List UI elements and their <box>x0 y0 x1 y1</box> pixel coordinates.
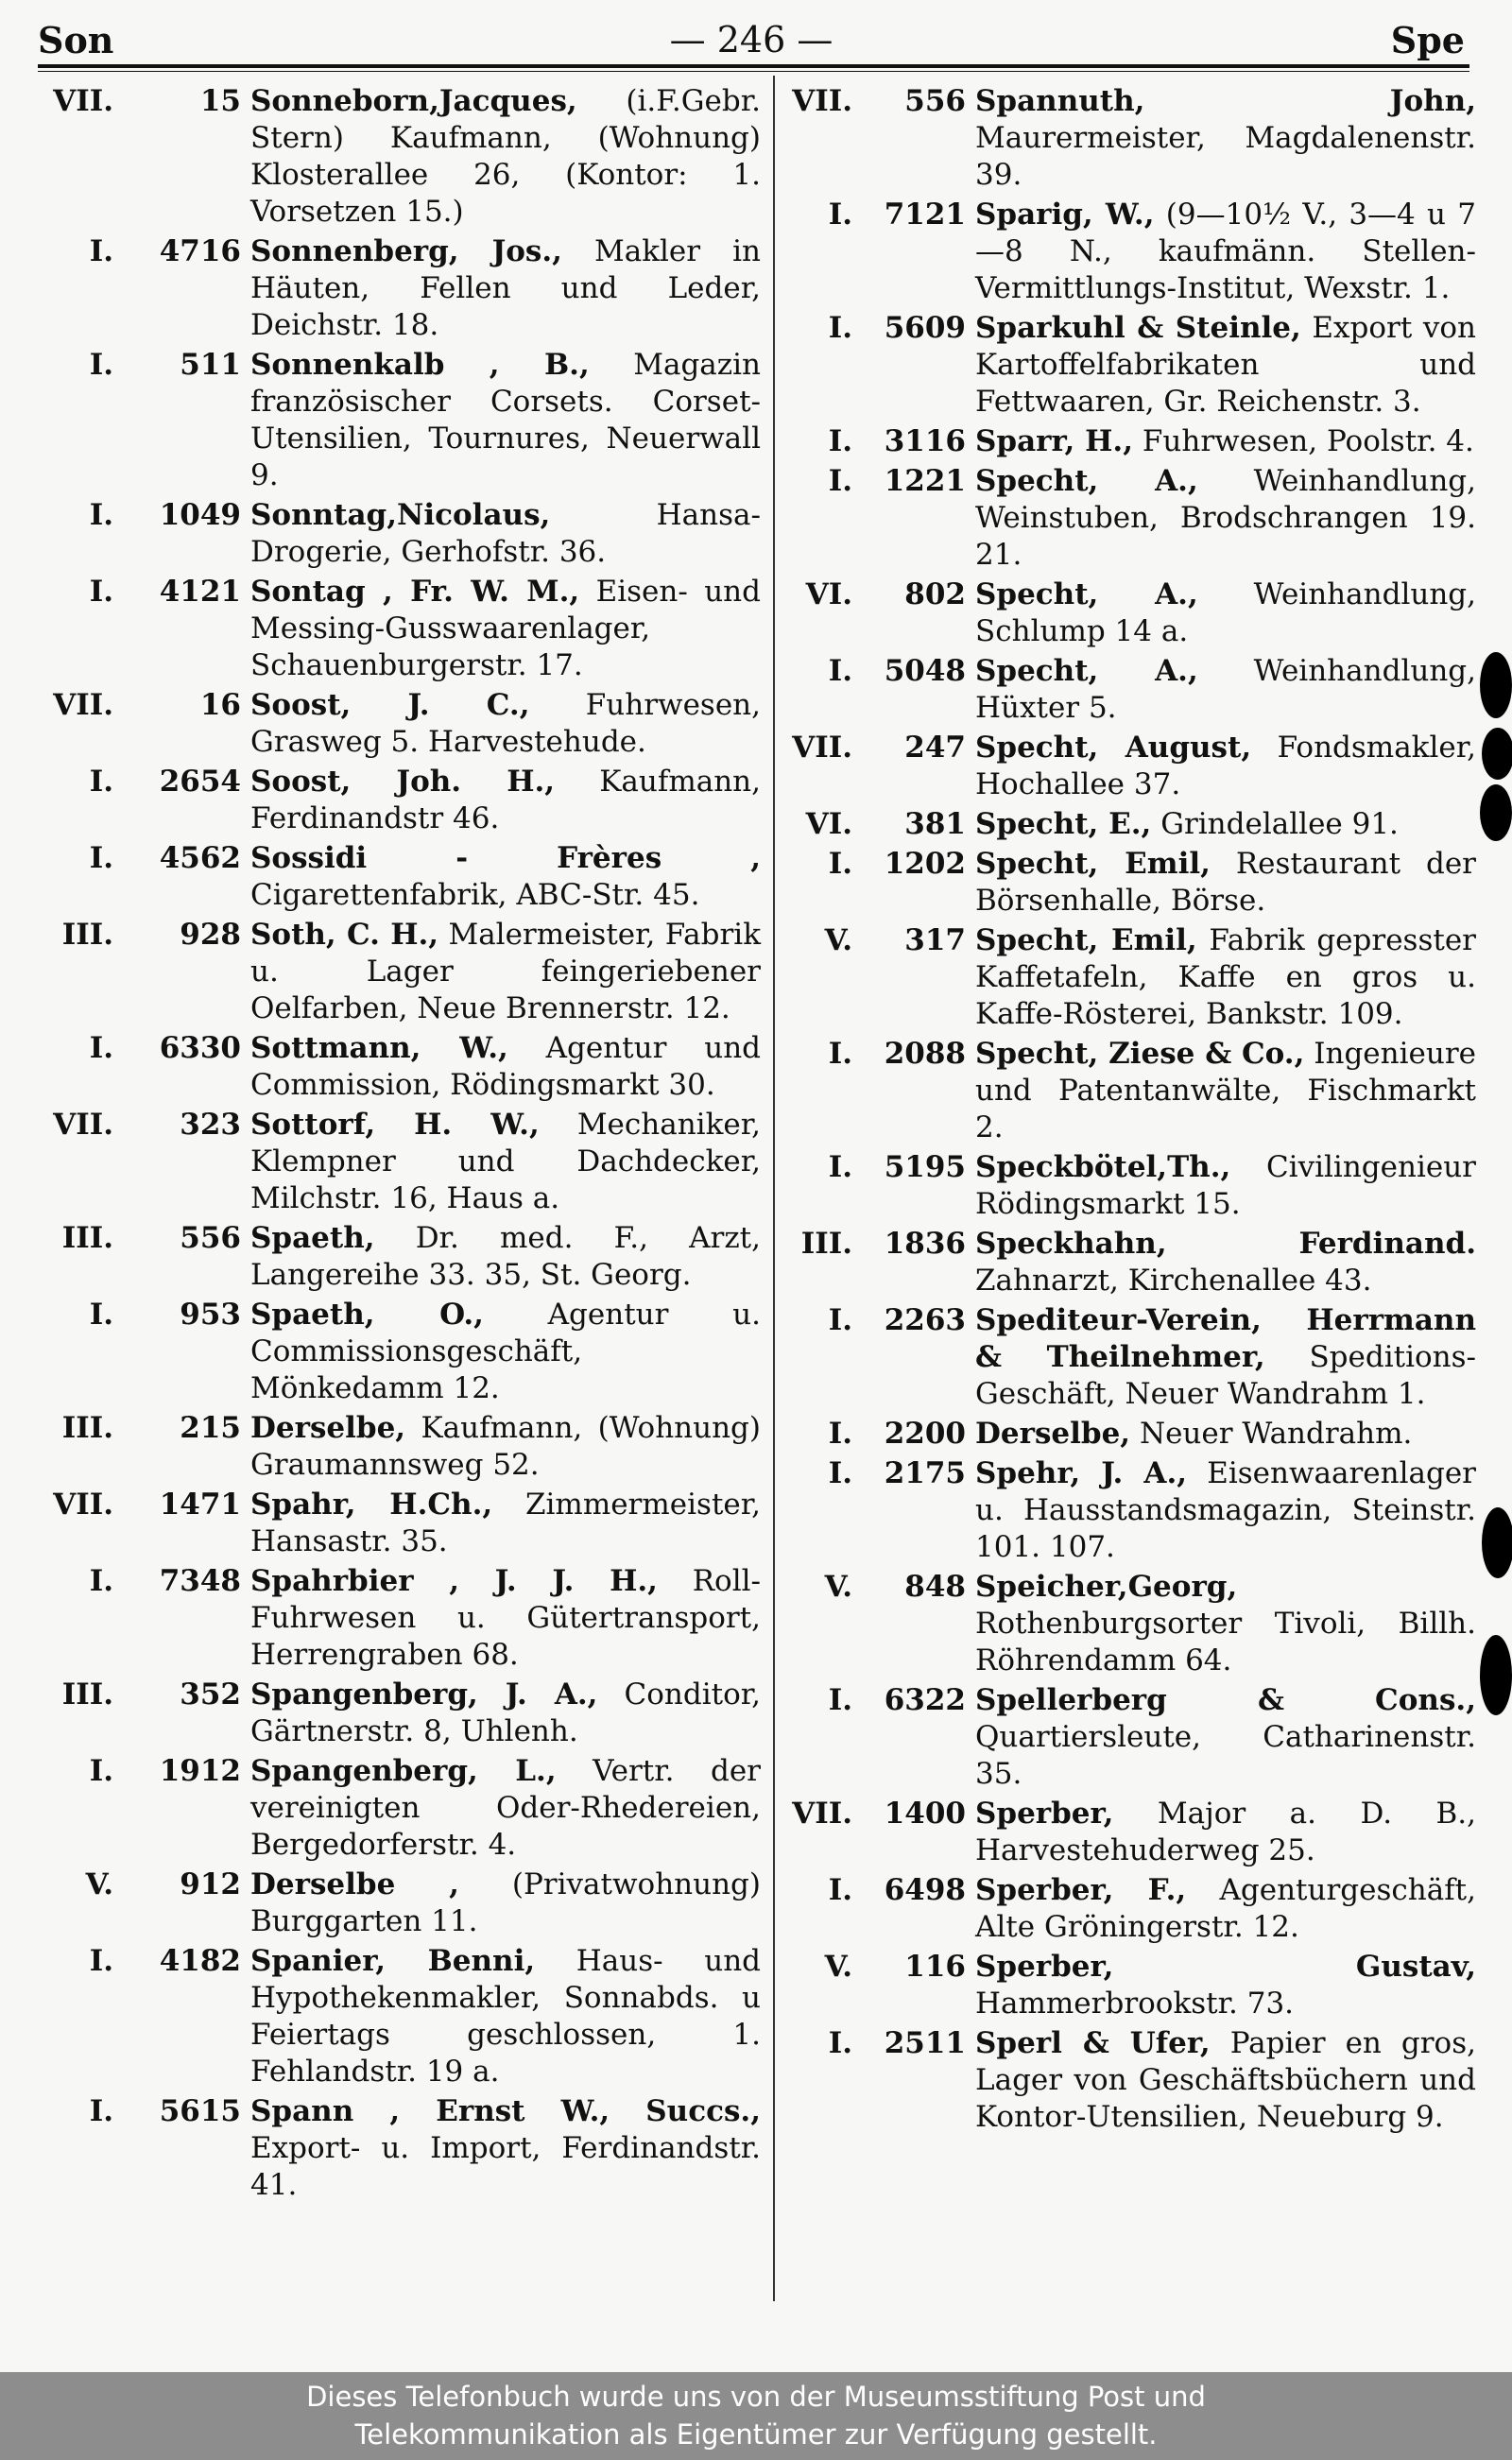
district-code: V. <box>85 1867 113 1901</box>
district-code: I. <box>828 198 852 232</box>
ink-blot <box>1480 1635 1512 1715</box>
subscriber-details: Export von Kartoffelfabrikaten und Fettwaaren, Gr. Reichenstr. 3. <box>975 311 1476 419</box>
subscriber-details: (9—10½ V., 3—4 u 7—8 N., kaufmänn. Stellen-Vermittlungs-Institut, Wexstr. 1. <box>975 198 1477 305</box>
phone-number: 2654 <box>159 765 241 799</box>
phone-number: 1049 <box>159 498 241 532</box>
phone-number: 2200 <box>884 1417 966 1451</box>
subscriber-name: Derselbe, <box>975 1417 1131 1451</box>
entry-text <box>975 576 1476 650</box>
directory-entry <box>777 1226 1476 1299</box>
directory-entry <box>38 497 761 571</box>
subscriber-details: Neuer Wandrahm. <box>1139 1417 1413 1451</box>
subscriber-name: Sonntag,Nicolaus, <box>250 498 551 532</box>
subscriber-name: Sonnenkalb , B., <box>250 348 590 382</box>
subscriber-details: Roll-Fuhrwesen u. Gütertransport, Herrengraben 68. <box>250 1564 761 1672</box>
entry-text <box>250 497 761 571</box>
entry-text <box>250 1410 761 1484</box>
subscriber-details: Eisen- und Messing-Gusswaarenlager, Schauenburgerstr. 17. <box>250 575 761 682</box>
district-code: I. <box>828 424 852 458</box>
district-code: VI. <box>805 577 852 611</box>
phone-number: 5048 <box>884 654 966 688</box>
district-code: V. <box>824 1950 852 1984</box>
subscriber-name: Spanier, Benni, <box>250 1944 536 1978</box>
subscriber-details: Zahnarzt, Kirchenallee 43. <box>975 1264 1372 1298</box>
directory-entry <box>38 1107 761 1217</box>
subscriber-name: Spann , Ernst W., Succs., <box>250 2094 761 2128</box>
subscriber-details: Major a. D. B., Harvestehuderweg 25. <box>975 1797 1476 1867</box>
district-code: III. <box>800 1227 852 1261</box>
subscriber-details: Cigarettenfabrik, ABC-Str. 45. <box>250 878 700 912</box>
subscriber-details: Restaurant der Börsenhalle, Börse. <box>975 847 1476 918</box>
entry-text <box>250 1030 761 1104</box>
directory-entry <box>38 1943 761 2090</box>
directory-entry <box>777 1569 1476 1679</box>
entry-text <box>975 2025 1476 2136</box>
district-code: I. <box>828 1683 852 1717</box>
subscriber-name: Sperl & Ufer, <box>975 2026 1211 2060</box>
entry-text <box>250 687 761 761</box>
directory-entry <box>38 1410 761 1484</box>
subscriber-name: Spangenberg, J. A., <box>250 1677 598 1712</box>
subscriber-name: Sparr, H., <box>975 424 1134 458</box>
entry-text <box>975 1226 1476 1299</box>
entry-text <box>975 653 1476 727</box>
phone-number: 912 <box>180 1867 241 1901</box>
subscriber-name: Soost, Joh. H., <box>250 765 556 799</box>
subscriber-name: Derselbe, <box>250 1411 406 1445</box>
district-code: III. <box>61 1677 113 1712</box>
directory-entry <box>777 423 1476 460</box>
phone-number: 4716 <box>159 234 241 268</box>
subscriber-name: Speicher,Georg, <box>975 1570 1238 1604</box>
district-code: VII. <box>792 731 852 765</box>
entry-text <box>975 1455 1476 1566</box>
entry-text <box>975 423 1476 460</box>
entry-text <box>250 574 761 684</box>
ownership-notice <box>0 2372 1512 2460</box>
entry-text <box>250 1867 761 1940</box>
district-code: V. <box>824 1570 852 1604</box>
ink-blot <box>1480 652 1512 718</box>
header-range-start: Son <box>38 19 114 61</box>
subscriber-details: Fuhrwesen, Grasweg 5. Harvestehude. <box>250 688 761 759</box>
directory-entry <box>777 576 1476 650</box>
ink-blot <box>1482 1507 1512 1578</box>
subscriber-name: Specht, Ziese & Co., <box>975 1037 1305 1071</box>
entry-text <box>250 1297 761 1407</box>
subscriber-details: Dr. med. F., Arzt, Langereihe 33. 35, St. Georg. <box>250 1221 761 1292</box>
entry-text <box>250 233 761 344</box>
subscriber-name: Specht, A., <box>975 464 1198 498</box>
phone-number: 352 <box>180 1677 241 1712</box>
phone-number: 5195 <box>884 1150 966 1184</box>
district-code: I. <box>828 1150 852 1184</box>
subscriber-name: Specht, A., <box>975 654 1198 688</box>
directory-entry <box>38 764 761 837</box>
subscriber-details: Papier en gros, Lager von Geschäftsbüchern und Kontor-Utensilien, Neueburg 9. <box>975 2026 1476 2134</box>
right-column <box>777 83 1476 2139</box>
subscriber-name: Sparig, W., <box>975 198 1155 232</box>
subscriber-details: Speditions-Geschäft, Neuer Wandrahm 1. <box>975 1340 1477 1411</box>
subscriber-name: Specht, E., <box>975 807 1152 841</box>
directory-entry <box>777 463 1476 574</box>
directory-entry <box>777 1682 1476 1793</box>
subscriber-name: Spediteur-Verein, Herrmann & Theilnehmer, <box>975 1303 1476 1374</box>
subscriber-details: Zimmermeister, Hansastr. 35. <box>250 1488 762 1558</box>
subscriber-details: Grindelallee 91. <box>1160 807 1399 841</box>
subscriber-details: Weinhandlung, Schlump 14 a. <box>975 577 1476 648</box>
entry-text <box>250 83 761 231</box>
subscriber-details: Weinhandlung, Weinstuben, Brodschrangen 19. 21. <box>975 464 1476 572</box>
directory-entry <box>38 1030 761 1104</box>
directory-entry <box>777 846 1476 920</box>
directory-entry <box>38 687 761 761</box>
subscriber-name: Sottmann, W., <box>250 1031 508 1065</box>
subscriber-details: Export- u. Import, Ferdinandstr. 41. <box>250 2131 761 2202</box>
entry-text <box>975 197 1476 307</box>
phone-number: 5615 <box>159 2094 241 2128</box>
entry-text <box>975 730 1476 803</box>
subscriber-details: Fondsmakler, Hochallee 37. <box>975 731 1476 801</box>
phone-number: 4121 <box>159 575 241 609</box>
entry-text <box>250 764 761 837</box>
directory-entry <box>777 653 1476 727</box>
subscriber-name: Spaeth, O., <box>250 1298 484 1332</box>
directory-entry <box>777 1036 1476 1146</box>
subscriber-name: Sossidi - Frères , <box>250 841 761 875</box>
district-code: III. <box>61 1411 113 1445</box>
entry-text <box>250 347 761 494</box>
subscriber-details: Agentur u. Commissionsgeschäft, Mönkedamm 12. <box>250 1298 761 1405</box>
directory-entry <box>777 83 1476 194</box>
subscriber-name: Soost, J. C., <box>250 688 530 722</box>
district-code: VII. <box>53 1108 113 1142</box>
district-code: I. <box>89 1564 113 1598</box>
directory-entry <box>777 922 1476 1033</box>
subscriber-details: Agentur und Commission, Rödingsmarkt 30. <box>250 1031 762 1102</box>
phone-number: 323 <box>180 1108 241 1142</box>
phone-number: 511 <box>180 348 241 382</box>
district-code: I. <box>89 1944 113 1978</box>
phone-number: 4562 <box>159 841 241 875</box>
directory-entry <box>777 1416 1476 1453</box>
phone-number: 4182 <box>159 1944 241 1978</box>
directory-entry <box>38 1867 761 1940</box>
district-code: I. <box>89 1754 113 1788</box>
district-code: I. <box>89 1298 113 1332</box>
directory-entry <box>38 840 761 914</box>
phone-number: 2263 <box>884 1303 966 1337</box>
directory-entry <box>38 1220 761 1294</box>
district-code: VII. <box>53 84 113 118</box>
entry-text <box>975 1796 1476 1869</box>
notice-line-1: Dieses Telefonbuch wurde uns von der Museumsstiftung Post und <box>306 2381 1206 2413</box>
subscriber-name: Speckbötel,Th., <box>975 1150 1231 1184</box>
phone-number: 215 <box>180 1411 241 1445</box>
district-code: III. <box>61 1221 113 1255</box>
directory-entry <box>38 2093 761 2204</box>
directory-entry <box>777 197 1476 307</box>
phone-number: 5609 <box>884 311 966 345</box>
directory-entry <box>777 1872 1476 1946</box>
phone-number: 2175 <box>884 1456 966 1490</box>
subscriber-name: Sparkuhl & Steinle, <box>975 311 1301 345</box>
subscriber-name: Sperber, Gustav, <box>975 1950 1476 1984</box>
district-code: VII. <box>792 84 852 118</box>
district-code: V. <box>824 923 852 957</box>
district-code: I. <box>89 234 113 268</box>
header-rule <box>38 64 1469 72</box>
subscriber-details: Mechaniker, Klempner und Dachdecker, Milchstr. 16, Haus a. <box>250 1108 761 1215</box>
entry-text <box>975 83 1476 194</box>
subscriber-name: Sonneborn,Jacques, <box>250 84 577 118</box>
phone-number: 1471 <box>159 1488 241 1522</box>
phone-number: 116 <box>904 1950 966 1984</box>
subscriber-name: Spahrbier , J. J. H., <box>250 1564 658 1598</box>
district-code: I. <box>89 1031 113 1065</box>
subscriber-details: Quartiersleute, Catharinenstr. 35. <box>975 1720 1476 1791</box>
entry-text <box>975 806 1476 843</box>
phone-number: 7121 <box>884 198 966 232</box>
directory-entry <box>38 233 761 344</box>
entry-text <box>975 463 1476 574</box>
subscriber-name: Derselbe , <box>250 1867 459 1901</box>
subscriber-name: Specht, A., <box>975 577 1198 611</box>
entry-text <box>250 1677 761 1750</box>
phone-number: 556 <box>180 1221 241 1255</box>
directory-entry <box>777 2025 1476 2136</box>
directory-entry <box>777 1149 1476 1223</box>
column-divider <box>773 76 775 2301</box>
phone-number: 6330 <box>159 1031 241 1065</box>
subscriber-details: Agenturgeschäft, Alte Gröningerstr. 12. <box>975 1873 1476 1944</box>
entry-text <box>975 1416 1476 1453</box>
entry-text <box>975 310 1476 421</box>
entry-text <box>250 2093 761 2204</box>
ink-blot <box>1482 728 1512 780</box>
phone-number: 15 <box>199 84 241 118</box>
district-code: I. <box>828 1303 852 1337</box>
subscriber-details: Makler in Häuten, Fellen und Leder, Deichstr. 18. <box>250 234 761 342</box>
phone-number: 16 <box>199 688 241 722</box>
subscriber-details: Fabrik gepresster Kaffetafeln, Kaffe en gros u. Kaffe-Rösterei, Bankstr. 109. <box>975 923 1476 1031</box>
directory-entry <box>777 1796 1476 1869</box>
subscriber-details: (Privatwohnung) Burggarten 11. <box>250 1867 761 1938</box>
district-code: I. <box>89 2094 113 2128</box>
subscriber-details: Vertr. der vereinigten Oder-Rhedereien, Bergedorferstr. 4. <box>250 1754 762 1862</box>
directory-entry <box>38 574 761 684</box>
left-column <box>38 83 761 2207</box>
entry-text <box>975 922 1476 1033</box>
district-code: III. <box>61 918 113 952</box>
subscriber-details: Eisenwaarenlager u. Hausstandsmagazin, Steinstr. 101. 107. <box>975 1456 1476 1564</box>
phone-number: 953 <box>180 1298 241 1332</box>
phone-number: 802 <box>904 577 966 611</box>
header-range-end: Spe <box>1390 19 1465 61</box>
phone-number: 317 <box>904 923 966 957</box>
directory-entry <box>38 1487 761 1560</box>
subscriber-name: Spahr, H.Ch., <box>250 1488 493 1522</box>
district-code: VI. <box>805 807 852 841</box>
phone-number: 928 <box>180 918 241 952</box>
subscriber-details: Kaufmann, Ferdinandstr 46. <box>250 765 761 835</box>
directory-entry <box>777 1455 1476 1566</box>
entry-text <box>250 1753 761 1864</box>
subscriber-details: Fuhrwesen, Poolstr. 4. <box>1142 424 1474 458</box>
district-code: I. <box>828 1417 852 1451</box>
phone-number: 1202 <box>884 847 966 881</box>
district-code: I. <box>89 575 113 609</box>
entry-text <box>250 1220 761 1294</box>
phone-number: 556 <box>904 84 966 118</box>
directory-entry <box>777 1302 1476 1413</box>
subscriber-name: Soth, C. H., <box>250 918 439 952</box>
subscriber-name: Specht, August, <box>975 731 1252 765</box>
page-number: — 246 — <box>669 19 833 60</box>
notice-line-2: Telekommunikation als Eigentümer zur Verfügung gestellt. <box>354 2418 1158 2451</box>
phone-number: 381 <box>904 807 966 841</box>
district-code: VII. <box>53 1488 113 1522</box>
subscriber-details: Haus- und Hypothekenmakler, Sonnabds. u Feiertags geschlossen, 1. Fehlandstr. 19 a. <box>250 1944 761 2089</box>
entry-text <box>975 1949 1476 2022</box>
district-code: I. <box>828 2026 852 2060</box>
phone-number: 2511 <box>884 2026 966 2060</box>
page-header <box>38 13 1465 66</box>
subscriber-name: Spangenberg, L., <box>250 1754 557 1788</box>
district-code: I. <box>828 1873 852 1907</box>
entry-text <box>975 1149 1476 1223</box>
directory-entry <box>38 1677 761 1750</box>
subscriber-name: Sonnenberg, Jos., <box>250 234 562 268</box>
subscriber-details: (i.F.Gebr. Stern) Kaufmann, (Wohnung) Klosterallee 26, (Kontor: 1. Vorsetzen 15.) <box>250 84 761 229</box>
entry-text <box>250 1487 761 1560</box>
subscriber-details: Rothenburgsorter Tivoli, Billh. Röhrendamm 64. <box>975 1607 1476 1677</box>
directory-entry <box>777 1949 1476 2022</box>
subscriber-name: Specht, Emil, <box>975 847 1211 881</box>
subscriber-name: Spannuth, John, <box>975 84 1476 118</box>
district-code: I. <box>828 1456 852 1490</box>
subscriber-details: Magazin französischer Corsets. Corset-Utensilien, Tournures, Neuerwall 9. <box>250 348 761 492</box>
entry-text <box>975 1036 1476 1146</box>
district-code: VII. <box>792 1797 852 1831</box>
phone-number: 247 <box>904 731 966 765</box>
subscriber-name: Spaeth, <box>250 1221 375 1255</box>
subscriber-details: Hammerbrookstr. 73. <box>975 1987 1295 2021</box>
entry-text <box>250 1563 761 1674</box>
entry-text <box>250 840 761 914</box>
district-code: I. <box>828 654 852 688</box>
district-code: I. <box>89 841 113 875</box>
phone-number: 1836 <box>884 1227 966 1261</box>
entry-text <box>975 1682 1476 1793</box>
phone-number: 6322 <box>884 1683 966 1717</box>
entry-text <box>250 1943 761 2090</box>
subscriber-name: Sperber, F., <box>975 1873 1187 1907</box>
phone-number: 848 <box>904 1570 966 1604</box>
district-code: I. <box>828 1037 852 1071</box>
directory-entry <box>38 917 761 1027</box>
ink-blot <box>1480 784 1512 841</box>
directory-entry <box>38 1297 761 1407</box>
subscriber-details: Maurermeister, Magdalenenstr. 39. <box>975 121 1476 192</box>
subscriber-details: Kaufmann, (Wohnung) Graumannsweg 52. <box>250 1411 761 1482</box>
entry-text <box>975 1302 1476 1413</box>
directory-entry <box>38 1563 761 1674</box>
directory-entry <box>777 310 1476 421</box>
entry-text <box>975 1872 1476 1946</box>
subscriber-name: Specht, Emil, <box>975 923 1197 957</box>
subscriber-details: Weinhandlung, Hüxter 5. <box>975 654 1476 725</box>
subscriber-name: Spehr, J. A., <box>975 1456 1188 1490</box>
district-code: I. <box>89 765 113 799</box>
phone-number: 6498 <box>884 1873 966 1907</box>
phone-number: 2088 <box>884 1037 966 1071</box>
entry-text <box>250 1107 761 1217</box>
subscriber-name: Sperber, <box>975 1797 1114 1831</box>
subscriber-details: Malermeister, Fabrik u. Lager feingeriebener Oelfarben, Neue Brennerstr. 12. <box>250 918 761 1025</box>
entry-text <box>975 846 1476 920</box>
phone-number: 3116 <box>884 424 966 458</box>
district-code: VII. <box>53 688 113 722</box>
phone-number: 7348 <box>159 1564 241 1598</box>
directory-entry <box>38 1753 761 1864</box>
subscriber-details: Civilingenieur Rödingsmarkt 15. <box>975 1150 1476 1221</box>
district-code: I. <box>89 348 113 382</box>
subscriber-details: Ingenieure und Patentanwälte, Fischmarkt 2. <box>975 1037 1476 1144</box>
entry-text <box>975 1569 1476 1679</box>
directory-entry <box>777 730 1476 803</box>
entry-text <box>250 917 761 1027</box>
subscriber-name: Spellerberg & Cons., <box>975 1683 1476 1717</box>
subscriber-name: Sontag , Fr. W. M., <box>250 575 580 609</box>
district-code: I. <box>89 498 113 532</box>
phone-number: 1400 <box>884 1797 966 1831</box>
directory-entry <box>38 83 761 231</box>
district-code: I. <box>828 464 852 498</box>
subscriber-name: Sottorf, H. W., <box>250 1108 540 1142</box>
district-code: I. <box>828 311 852 345</box>
directory-entry <box>777 806 1476 843</box>
phone-number: 1221 <box>884 464 966 498</box>
district-code: I. <box>828 847 852 881</box>
subscriber-name: Speckhahn, Ferdinand. <box>975 1227 1476 1261</box>
subscriber-details: Hansa-Drogerie, Gerhofstr. 36. <box>250 498 761 569</box>
phone-number: 1912 <box>159 1754 241 1788</box>
subscriber-details: Conditor, Gärtnerstr. 8, Uhlenh. <box>250 1677 761 1748</box>
directory-entry <box>38 347 761 494</box>
